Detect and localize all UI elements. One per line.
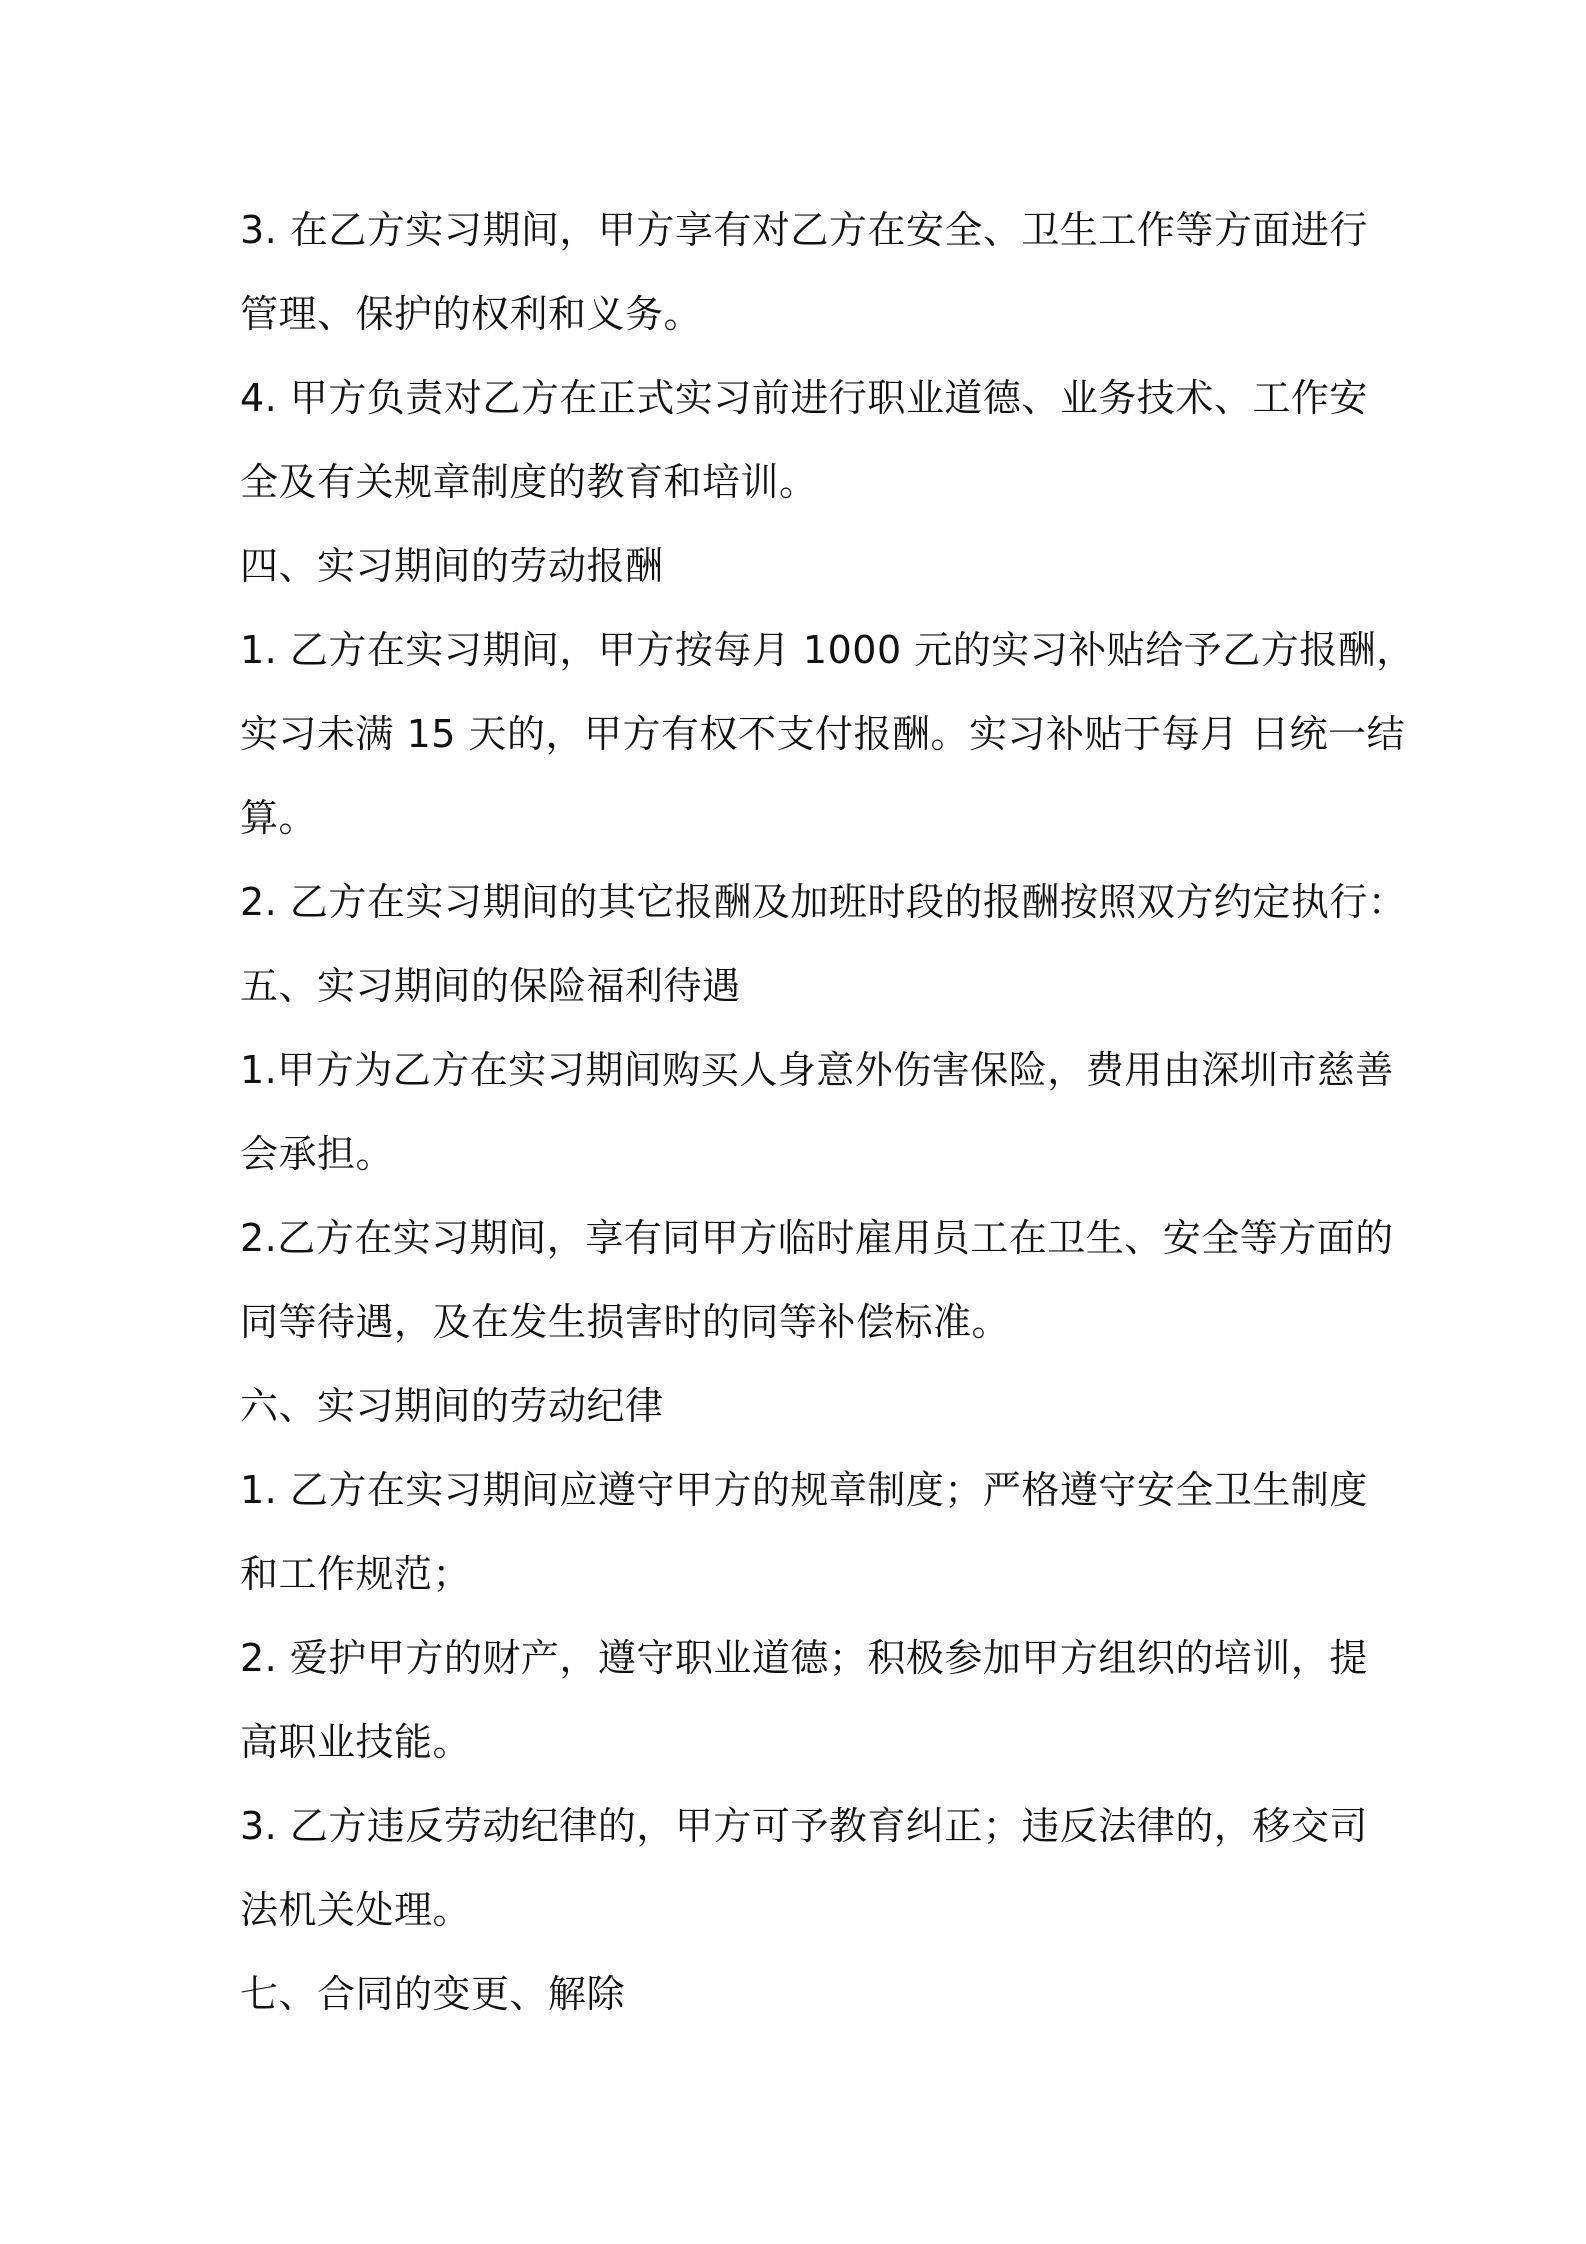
section-heading: 七、合同的变更、解除 <box>240 1972 626 2016</box>
text-line: 3. 在乙方实习期间，甲方享有对乙方在安全、卫生工作等方面进行 <box>240 208 1368 252</box>
paragraph-5-2-equal-treatment <box>240 1196 1394 1364</box>
text-line: 算。 <box>240 796 318 840</box>
text-line: 全及有关规章制度的教育和培训。 <box>240 460 818 504</box>
text-line: 4. 甲方负责对乙方在正式实习前进行职业道德、业务技术、工作安 <box>240 376 1368 420</box>
text-line: 2. 乙方在实习期间的其它报酬及加班时段的报酬按照双方约定执行： <box>240 880 1407 924</box>
text-line: 高职业技能。 <box>240 1720 472 1764</box>
text-line: 法机关处理。 <box>240 1888 472 1932</box>
paragraph-4-1-subsidy <box>240 608 1415 860</box>
section-heading-7 <box>240 1952 1360 2036</box>
paragraph-6-3-violation <box>240 1784 1368 1952</box>
section-heading: 五、实习期间的保险福利待遇 <box>240 964 741 1008</box>
text-line: 实习未满 15 天的，甲方有权不支付报酬。实习补贴于每月 日统一结 <box>240 712 1406 756</box>
text-line: 和工作规范； <box>240 1552 472 1596</box>
paragraph-6-1-rules <box>240 1448 1368 1616</box>
paragraph-5-1-insurance <box>240 1028 1394 1196</box>
text-line: 1. 乙方在实习期间应遵守甲方的规章制度；严格遵守安全卫生制度 <box>240 1468 1368 1512</box>
section-heading-6 <box>240 1364 1360 1448</box>
text-line: 3. 乙方违反劳动纪律的，甲方可予教育纠正；违反法律的，移交司 <box>240 1804 1368 1848</box>
paragraph-6-2-property <box>240 1616 1368 1784</box>
document-body <box>240 188 1415 2036</box>
section-heading-5 <box>240 944 1360 1028</box>
text-line: 1. 乙方在实习期间，甲方按每月 1000 元的实习补贴给予乙方报酬， <box>240 628 1415 672</box>
text-line: 会承担。 <box>240 1132 395 1176</box>
text-line: 2.乙方在实习期间，享有同甲方临时雇用员工在卫生、安全等方面的 <box>240 1216 1394 1260</box>
text-line: 管理、保护的权利和义务。 <box>240 292 703 336</box>
section-heading: 四、实习期间的劳动报酬 <box>240 544 664 588</box>
text-line: 同等待遇，及在发生损害时的同等补偿标准。 <box>240 1300 1011 1344</box>
section-heading-4 <box>240 524 1360 608</box>
text-line: 1.甲方为乙方在实习期间购买人身意外伤害保险，费用由深圳市慈善 <box>240 1048 1394 1092</box>
paragraph-3-safety-management <box>240 188 1368 356</box>
section-heading: 六、实习期间的劳动纪律 <box>240 1384 664 1428</box>
paragraph-4-2-other-pay <box>240 860 1407 944</box>
paragraph-4-training <box>240 356 1368 524</box>
text-line: 2. 爱护甲方的财产，遵守职业道德；积极参加甲方组织的培训，提 <box>240 1636 1368 1680</box>
